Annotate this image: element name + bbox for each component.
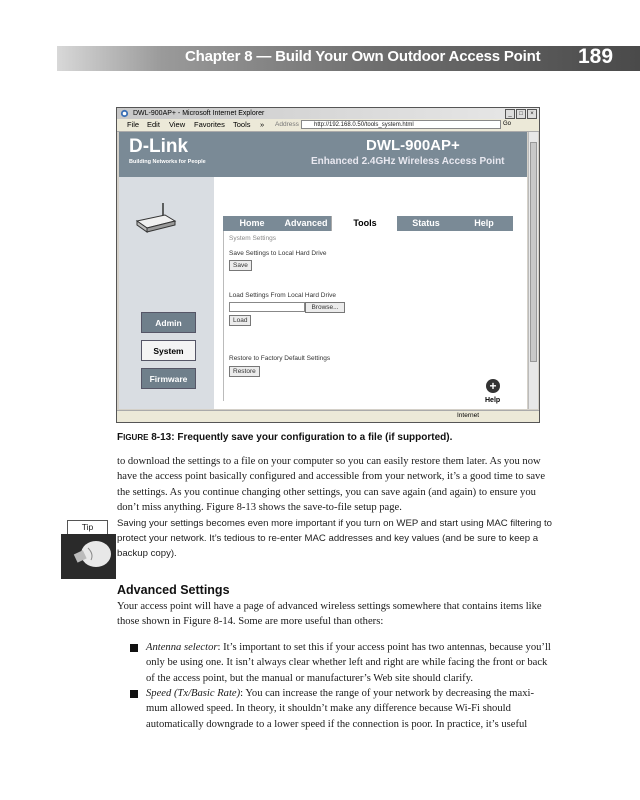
caption-figure-rest: IGURE: [123, 433, 149, 442]
internet-zone: Internet: [457, 412, 480, 419]
tip-label: Tip: [67, 520, 108, 535]
address-label: Address: [275, 121, 299, 128]
load-label: Load Settings From Local Hard Drive: [229, 292, 336, 299]
save-label: Save Settings to Local Hard Drive: [229, 250, 327, 257]
router-icon: [133, 201, 177, 235]
address-input[interactable]: http://192.168.0.50/tools_system.html: [301, 120, 501, 129]
menu-edit[interactable]: Edit: [147, 120, 160, 129]
paragraph-1: to download the settings to a file on your computer so you can easily restore them later. As you now have the access point basically configured and accessible from your network, it’s a good time to save the settings. As you continue changing other settings, you can save again (and again) to ensure you don’t miss anything. Figure 8-13 shows the save-to-file setup page.: [117, 456, 546, 513]
firmware-button[interactable]: Firmware: [141, 368, 196, 389]
menu-favorites[interactable]: Favorites: [194, 120, 225, 129]
bullet-icon: [130, 644, 138, 652]
bullet-icon: [130, 690, 138, 698]
bullet-body: : You can increase the range of your network by decreasing the maxi- mum allowed speed. In theory, it shouldn’t make any difference because Wi-Fi should automatically downgrade to a lower speed if the connection is poor. In practice, it’s useful: [146, 688, 535, 730]
go-button[interactable]: Go: [503, 121, 512, 127]
save-button[interactable]: Save: [229, 260, 252, 271]
restore-button[interactable]: Restore: [229, 366, 260, 377]
model-subtitle: Enhanced 2.4GHz Wireless Access Point: [311, 156, 505, 167]
bullet-term: Speed (Tx/Basic Rate): [146, 688, 241, 699]
tab-tools[interactable]: Tools: [331, 216, 399, 231]
admin-button[interactable]: Admin: [141, 312, 196, 333]
tab-home[interactable]: Home: [223, 216, 281, 231]
load-button[interactable]: Load: [229, 315, 251, 326]
help-label[interactable]: Help: [485, 397, 501, 404]
caption-text: 8-13: Frequently save your configuration to a file (if supported).: [148, 432, 453, 443]
restore-label: Restore to Factory Default Settings: [229, 355, 331, 362]
panel-heading: System Settings: [229, 235, 276, 242]
window-title: DWL-900AP+ - Microsoft Internet Explorer: [133, 110, 265, 117]
web-content: [119, 132, 527, 409]
paragraph-2: Your access point will have a page of advanced wireless settings somewhere that contains items like those shown in Figure 8-14. Some are more useful than others:: [117, 601, 542, 628]
maximize-icon[interactable]: □: [516, 109, 526, 119]
browser-screenshot: [116, 107, 540, 423]
chapter-title: Chapter 8 — Build Your Own Outdoor Access Point: [185, 48, 541, 65]
vertical-scrollbar[interactable]: [528, 132, 538, 409]
model-name: DWL-900AP+: [366, 137, 460, 154]
menu-file[interactable]: File: [127, 120, 140, 129]
close-icon[interactable]: ×: [527, 109, 537, 119]
dlink-header: [119, 132, 527, 177]
dlink-tagline: Building Networks for People: [129, 159, 206, 165]
caption-figure-initial: F: [117, 432, 124, 443]
tip-text: Saving your settings becomes even more important if you turn on WEP and start using MAC filtering to protect your network. It’s tedious to re-enter MAC addresses and key values (and be sure to keep a backup copy).: [117, 518, 552, 559]
menu-bar: [117, 119, 539, 132]
bullet-term: Antenna selector: [146, 642, 218, 653]
dlink-logo: D-Link: [129, 136, 189, 157]
nav-tabs: [223, 216, 513, 231]
tab-advanced[interactable]: Advanced: [281, 216, 331, 231]
file-path-input[interactable]: [229, 302, 305, 312]
bullet-text: [146, 686, 558, 732]
menu-tools[interactable]: Tools: [233, 120, 251, 129]
window-controls: [505, 109, 537, 119]
page-number: 189: [578, 45, 614, 68]
menu-overflow[interactable]: »: [260, 120, 265, 129]
lightbulb-icon: [61, 534, 116, 579]
figure-caption: [117, 432, 452, 443]
tab-help[interactable]: Help: [455, 216, 513, 231]
tab-status[interactable]: Status: [397, 216, 455, 231]
bullet-text: [146, 640, 558, 686]
menu-view[interactable]: View: [169, 120, 186, 129]
browse-button[interactable]: Browse...: [305, 302, 345, 313]
scrollbar-thumb[interactable]: [530, 142, 537, 362]
ie-icon: [120, 109, 129, 118]
help-plus-icon[interactable]: +: [486, 379, 500, 393]
status-bar: [117, 410, 539, 422]
minimize-icon[interactable]: _: [505, 109, 515, 119]
dlink-sidebar: [119, 177, 214, 409]
bullet-body: : It’s important to set this if your access point has two antennas, because you’ll only be using one. It isn’t always clear whether left and right are while facing the front or back of the access point, but the manual or manufacturer’s Web site should clarify.: [146, 642, 551, 684]
section-heading: Advanced Settings: [117, 583, 230, 597]
system-button[interactable]: System: [141, 340, 196, 361]
